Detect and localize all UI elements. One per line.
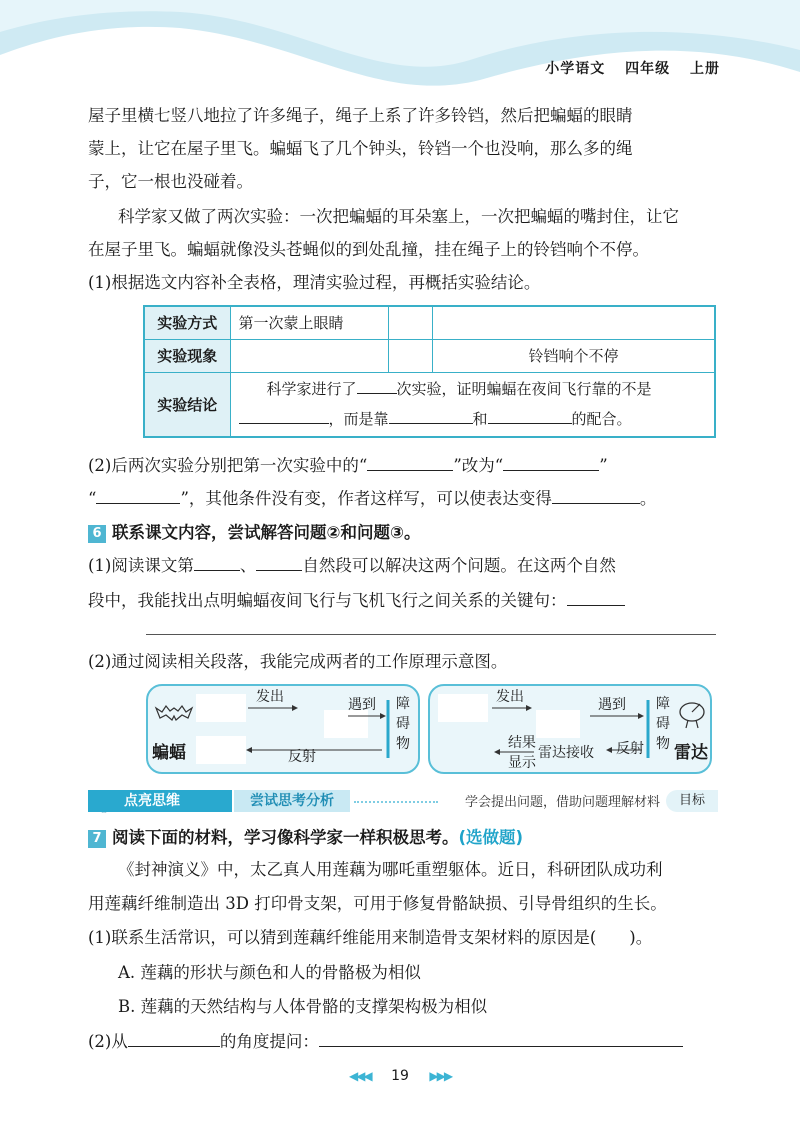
table-cell-blank[interactable] (230, 339, 388, 372)
question-text: (2)后两次实验分别把第一次实验中的“ (88, 456, 368, 475)
table-header-method: 实验方式 (144, 306, 230, 339)
banner-sub-label: 尝试思考分析 (234, 790, 350, 812)
question-text: 自然段可以解决这两个问题。在这两个自然 (302, 556, 616, 575)
passage-line: 科学家又做了两次实验：一次把蝙蝠的耳朵塞上，一次把蝙蝠的嘴封住，让它 (118, 207, 679, 226)
question-text: ” (599, 456, 608, 475)
question-text: 段中，我能找出点明蝙蝠夜间飞行与飞机飞行之间关系的关键句： (88, 591, 567, 610)
table-cell-blank[interactable] (388, 306, 433, 339)
optional-tag: (选做题) (458, 828, 524, 847)
section-6-title (88, 519, 420, 543)
obstacle-char: 障 (396, 696, 410, 712)
answer-blank[interactable] (239, 406, 329, 424)
radar-label: 雷达 (674, 743, 708, 763)
radar-diagram (428, 684, 712, 774)
page-header (531, 58, 720, 78)
diagram-label-send: 发出 (256, 689, 284, 705)
answer-blank[interactable] (319, 1029, 683, 1047)
question-text: ”，其他条件没有变，作者这样写，可以使表达变得 (180, 489, 552, 508)
answer-blank[interactable] (357, 376, 397, 394)
table-cell-blank[interactable] (388, 339, 433, 372)
section-title-text: 联系课文内容，尝试解答问题②和问题③。 (112, 523, 421, 542)
obstacle-char: 物 (396, 736, 410, 752)
answer-blank[interactable] (567, 588, 625, 606)
passage-line: 子，它一根也没碰着。 (88, 172, 253, 191)
passage-line: 蒙上，让它在屋子里飞。蝙蝠飞了几个钟头，铃铛一个也没响，那么多的绳 (88, 139, 633, 158)
question-line: (1)联系生活常识，可以猜到莲藕纤维能用来制造骨支架材料的原因是( )。 (88, 928, 653, 947)
conclusion-text: 科学家进行了 (266, 380, 357, 399)
obstacle-char: 障 (656, 696, 670, 712)
question-line (88, 453, 718, 478)
question-number-badge: 6 (88, 525, 106, 543)
obstacle-char: 物 (656, 736, 670, 752)
diagram-obstacle-label (656, 694, 672, 754)
conclusion-cell (230, 372, 715, 437)
material-line: 《封神演义》中，太乙真人用莲藕为哪吒重塑躯体。近日，科研团队成功利 (118, 860, 663, 879)
header-grade: 四年级 (625, 61, 671, 77)
banner-divider (354, 801, 438, 803)
table-header-phenomenon: 实验现象 (144, 339, 230, 372)
option-b[interactable]: B. 莲藕的天然结构与人体骨骼的支撑架构极为相似 (118, 997, 488, 1016)
question-text: (1)阅读课文第 (88, 556, 194, 575)
question-text: 。 (639, 489, 657, 508)
question-line (88, 1029, 718, 1054)
section-title-text: 阅读下面的材料，学习像科学家一样积极思考。 (112, 828, 459, 847)
answer-blank[interactable] (552, 486, 640, 504)
diagram-label-meet: 遇到 (348, 697, 376, 713)
diagram-label-receive: 雷达接收 (538, 745, 594, 761)
header-subject: 小学语文 (545, 61, 606, 77)
table-header-conclusion: 实验结论 (144, 372, 230, 437)
conclusion-text: 次实验，证明蝙蝠在夜间飞行靠的不是 (396, 380, 652, 399)
bat-arrows (148, 686, 418, 772)
answer-blank[interactable] (194, 553, 240, 571)
question-line (88, 486, 718, 511)
table-cell-blank[interactable] (433, 306, 715, 339)
header-wave-decoration (0, 0, 800, 100)
bat-diagram (146, 684, 420, 774)
passage-line: 在屋子里飞。蝙蝠就像没头苍蝇似的到处乱撞，挂在绳子上的铃铛响个不停。 (88, 240, 649, 259)
experiment-table (143, 305, 716, 438)
table-cell: 铃铛响个不停 (433, 339, 715, 372)
answer-blank[interactable] (389, 406, 473, 424)
diagram-label-result: 结果 (508, 735, 536, 751)
question-text: (2)从 (88, 1032, 128, 1051)
question-text: “ (88, 489, 97, 508)
diagram-label-display: 显示 (508, 755, 536, 771)
diagram-label-meet: 遇到 (598, 697, 626, 713)
page-number-value: 19 (391, 1068, 409, 1084)
conclusion-text: ，而是靠 (328, 410, 389, 429)
passage-line: 屋子里横七竖八地拉了许多绳子，绳子上系了许多铃铛，然后把蝙蝠的眼睛 (88, 106, 633, 125)
question-number-badge: 7 (88, 830, 106, 848)
question-prompt: (2)通过阅读相关段落，我能完成两者的工作原理示意图。 (88, 652, 508, 671)
question-text: ”改为“ (453, 456, 504, 475)
answer-blank[interactable] (367, 453, 453, 471)
answer-blank[interactable] (96, 486, 180, 504)
conclusion-text: 和 (472, 410, 488, 429)
question-line (88, 588, 718, 613)
answer-blank[interactable] (503, 453, 599, 471)
material-line: 用莲藕纤维制造出 3D 打印骨支架，可用于修复骨骼缺损、引导骨组织的生长。 (88, 894, 667, 913)
obstacle-char: 碍 (396, 716, 410, 732)
question-prompt: (1)根据选文内容补全表格，理清实验过程，再概括实验结论。 (88, 273, 541, 292)
banner-goal-text: 学会提出问题，借助问题理解材料 (464, 795, 660, 810)
table-cell: 第一次蒙上眼睛 (230, 306, 388, 339)
option-a[interactable]: A. 莲藕的形状与颜色和人的骨骼极为相似 (118, 963, 421, 982)
question-text: 、 (239, 556, 257, 575)
diagram-label-reflect: 反射 (616, 741, 644, 757)
answer-blank[interactable] (128, 1029, 220, 1047)
answer-blank[interactable] (488, 406, 572, 424)
banner-goal-tag: 目标 (666, 790, 718, 812)
obstacle-char: 碍 (656, 716, 670, 732)
answer-line[interactable] (146, 634, 716, 635)
diagram-label-send: 发出 (496, 689, 524, 705)
thinking-banner (88, 788, 718, 814)
left-arrows-icon: ◀◀◀ (348, 1069, 371, 1083)
section-7-title (88, 824, 523, 848)
question-line (88, 553, 718, 578)
header-volume: 上册 (690, 61, 720, 77)
question-text: 的角度提问： (219, 1032, 319, 1051)
right-arrows-icon: ▶▶▶ (429, 1069, 452, 1083)
answer-blank[interactable] (256, 553, 302, 571)
radar-dish-icon (676, 698, 708, 730)
diagram-obstacle-label (396, 694, 412, 754)
bat-label: 蝙蝠 (152, 743, 186, 763)
conclusion-text: 的配合。 (571, 410, 632, 429)
diagram-label-reflect: 反射 (288, 749, 316, 765)
page-number (0, 1068, 800, 1084)
banner-main-label: 点亮思维 (88, 790, 232, 812)
